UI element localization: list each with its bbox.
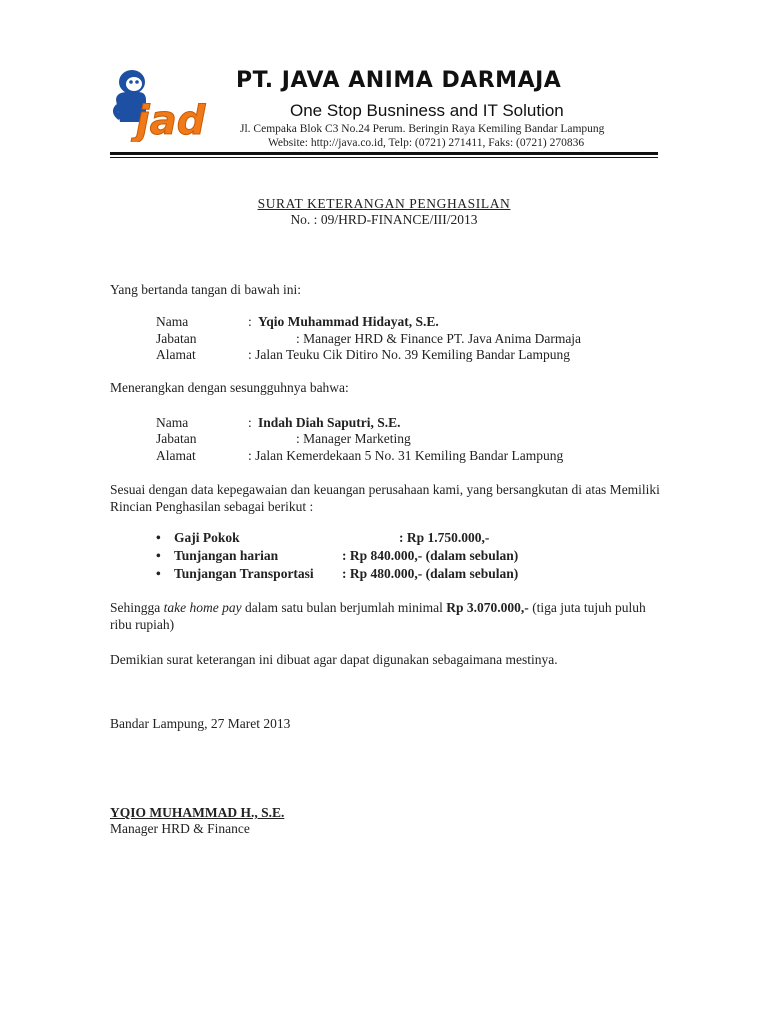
header-divider-thick: [110, 152, 658, 155]
employee-position-value: : Manager Marketing: [296, 431, 411, 446]
employee-name-colon: :: [248, 415, 252, 430]
income-label: Gaji Pokok: [174, 530, 240, 545]
total-amount: Rp 3.070.000,-: [446, 600, 529, 615]
intro-text: Yang bertanda tangan di bawah ini:: [110, 282, 301, 297]
employee-name-row: [156, 414, 676, 431]
document-title: SURAT KETERANGAN PENGHASILAN: [257, 196, 511, 211]
total-paragraph: [110, 599, 660, 633]
document-number: No. : 09/HRD-FINANCE/III/2013: [290, 212, 478, 227]
signer-position-label: Jabatan: [156, 331, 197, 346]
logo-graphic: [110, 66, 222, 142]
signer-address-label: Alamat: [156, 347, 196, 362]
signature-position: Manager HRD & Finance: [110, 821, 250, 836]
signer-position-value: : Manager HRD & Finance PT. Java Anima Darmaja: [296, 331, 582, 346]
declaration-text: Menerangkan dengan sesungguhnya bahwa:: [110, 380, 349, 395]
company-name: PT. JAVA ANIMA DARMAJA: [236, 68, 562, 93]
employee-position-label: Jabatan: [156, 431, 197, 446]
total-text-3: (tiga juta tujuh puluh ribu rupiah): [110, 600, 646, 632]
bullet-icon: •: [156, 530, 161, 545]
employee-address-label: Alamat: [156, 448, 196, 463]
company-address: Jl. Cempaka Blok C3 No.24 Perum. Beringin Raya Kemiling Bandar Lampung: [240, 123, 605, 135]
income-item-transport: [156, 566, 576, 583]
signer-address-row: [156, 346, 676, 363]
total-text-1: Sehingga: [110, 600, 164, 615]
income-item-daily: [156, 548, 576, 565]
company-tagline: One Stop Busniness and IT Solution: [290, 101, 564, 120]
signer-name-row: [156, 313, 676, 330]
income-label: Tunjangan Transportasi: [174, 566, 314, 581]
company-logo: [110, 66, 222, 142]
bullet-icon: •: [156, 548, 161, 563]
header-divider-thin: [110, 157, 658, 158]
signer-name-colon: :: [248, 314, 252, 329]
income-value: : Rp 480.000,- (dalam sebulan): [342, 566, 519, 581]
employee-address-value: : Jalan Kemerdekaan 5 No. 31 Kemiling Bandar Lampung: [248, 448, 564, 463]
company-contact: Website: http://java.co.id, Telp: (0721) 271411, Faks: (0721) 270836: [268, 137, 585, 149]
logo-letters: jad: [136, 98, 206, 142]
total-text-2: dalam satu bulan berjumlah minimal: [241, 600, 447, 615]
employee-position-row: [156, 430, 676, 447]
closing-text: Demikian surat keterangan ini dibuat agar dapat digunakan sebagaimana mestinya.: [110, 652, 558, 667]
bullet-icon: •: [156, 566, 161, 581]
income-value: : Rp 1.750.000,-: [399, 530, 490, 545]
place-date: Bandar Lampung, 27 Maret 2013: [110, 716, 291, 731]
income-value: : Rp 840.000,- (dalam sebulan): [342, 548, 519, 563]
signer-name-label: Nama: [156, 314, 189, 329]
signer-address-value: : Jalan Teuku Cik Ditiro No. 39 Kemiling Bandar Lampung: [248, 347, 571, 362]
employee-name-label: Nama: [156, 415, 189, 430]
signer-name-value: Yqio Muhammad Hidayat, S.E.: [258, 314, 439, 329]
income-item-basic: [156, 530, 576, 547]
employee-address-row: [156, 447, 676, 464]
basis-paragraph: Sesuai dengan data kepegawaian dan keuangan perusahaan kami, yang bersangkutan di atas Memiliki Rincian Penghasilan sebagai berikut :: [110, 482, 660, 514]
signature-name: YQIO MUHAMMAD H., S.E.: [110, 805, 285, 820]
employee-name-value: Indah Diah Saputri, S.E.: [258, 415, 401, 430]
take-home-pay-term: take home pay: [163, 600, 242, 615]
income-label: Tunjangan harian: [174, 548, 279, 563]
signer-position-row: [156, 330, 676, 347]
